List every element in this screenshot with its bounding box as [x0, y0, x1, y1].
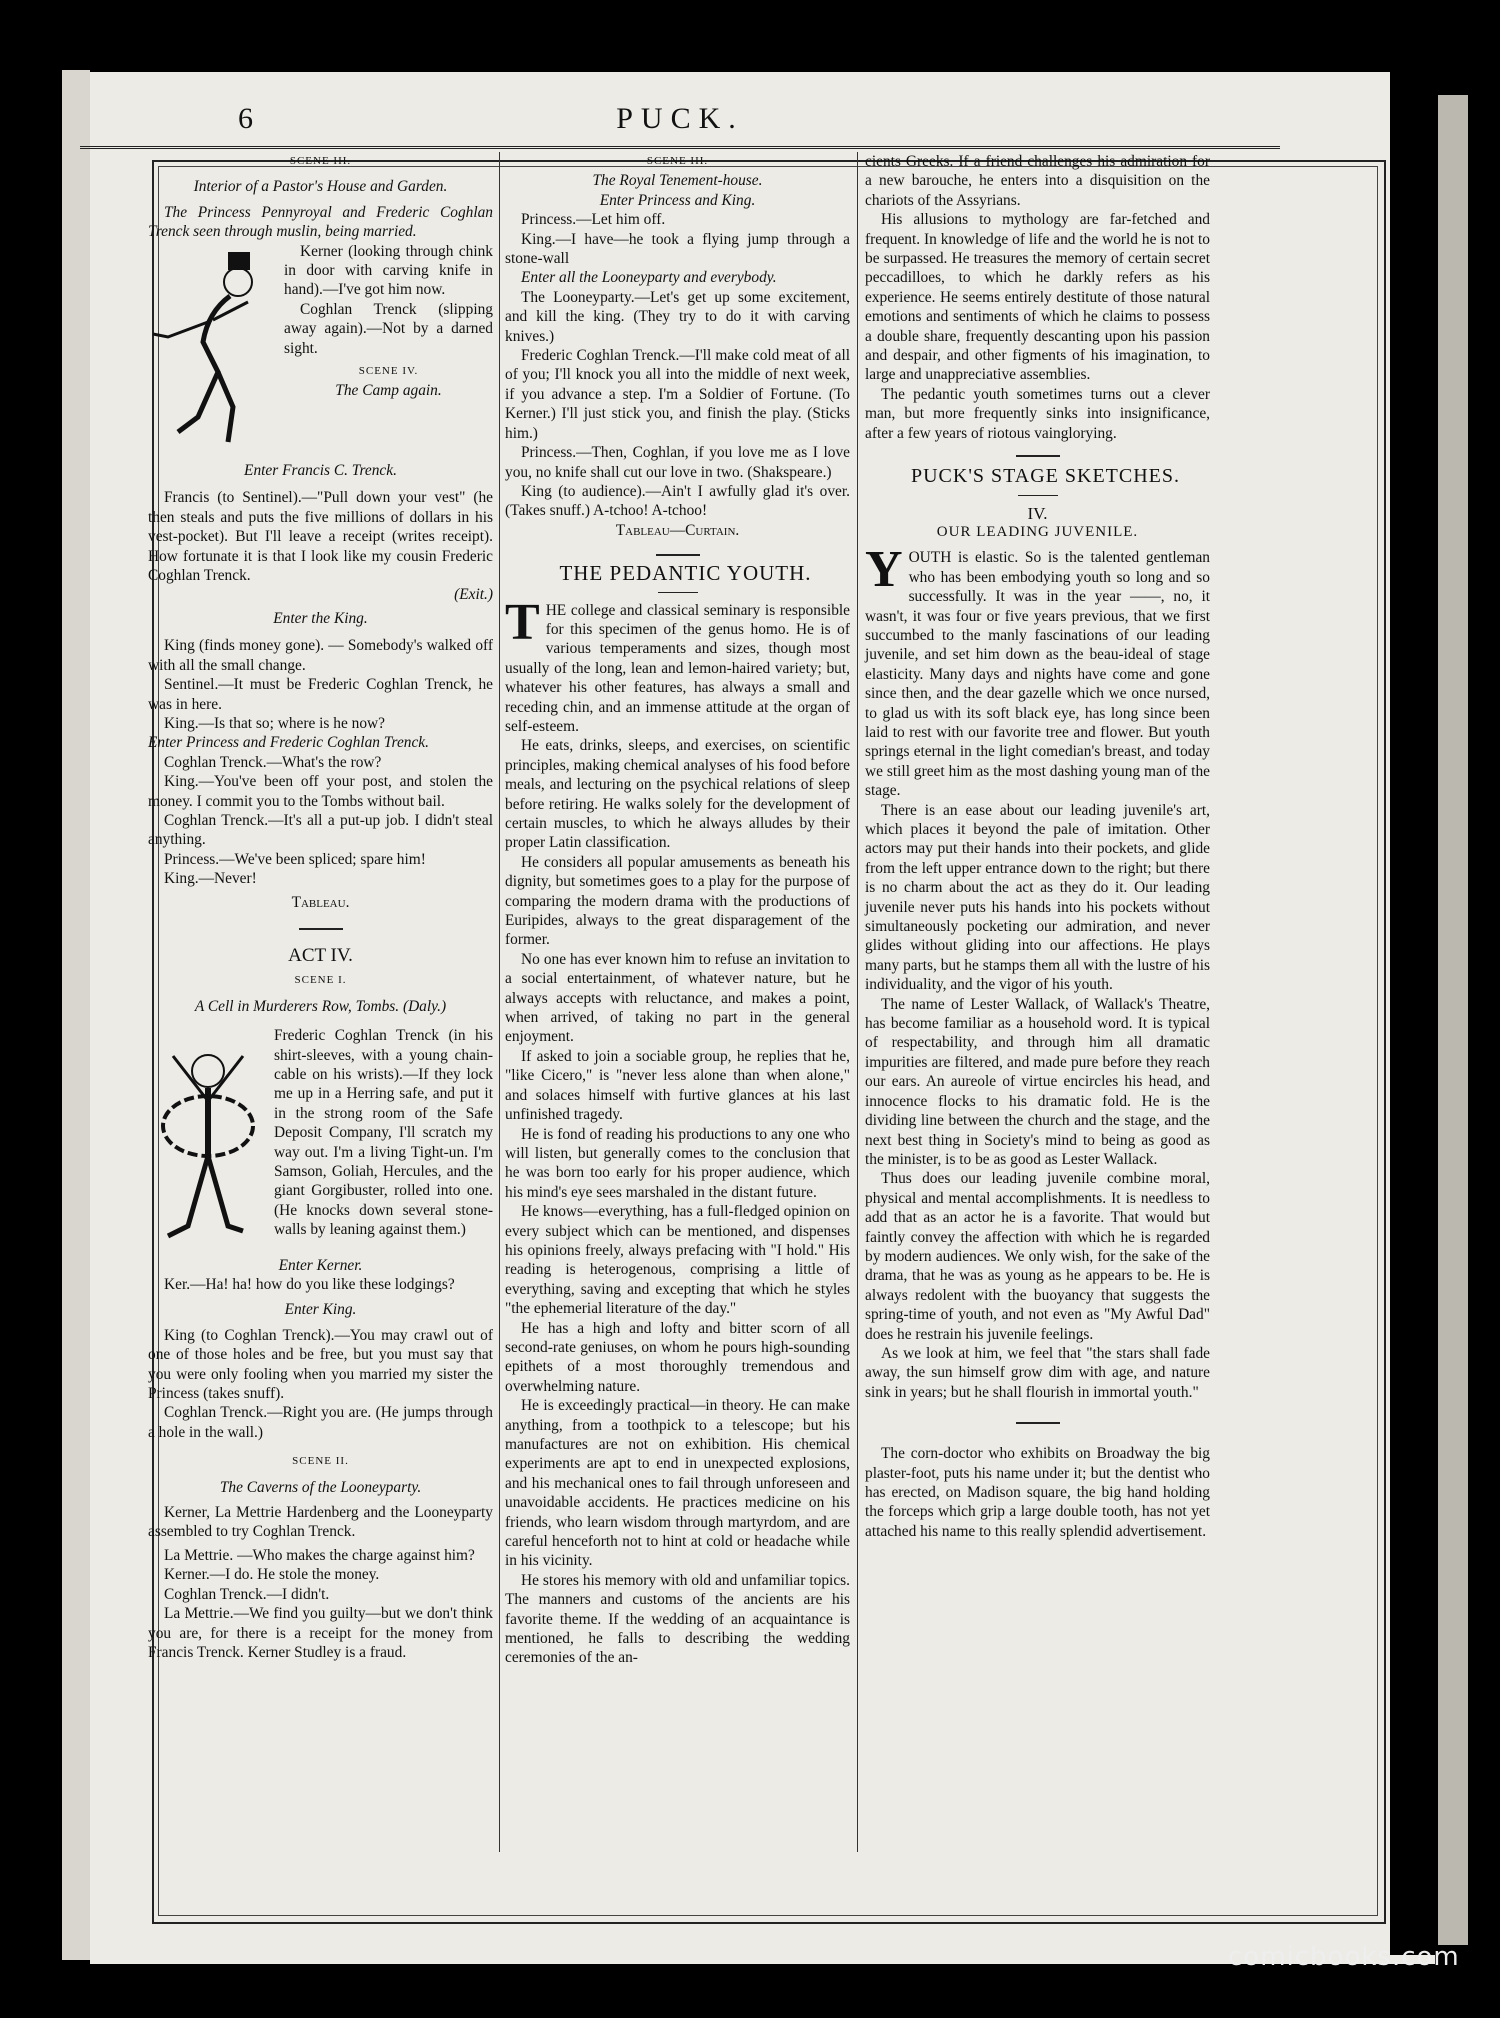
paragraph: No one has ever known him to refuse an invitation to a social entertainment, of whatever nature, but he always accepts with reluctance, and makes a point, when arrived, of taking no part in the general enjoyment. — [505, 950, 850, 1046]
stage-direction: Kerner, La Mettrie Hardenberg and the Looneyparty assembled to try Coghlan Trenck. — [148, 1504, 493, 1541]
column-rule-1 — [499, 152, 500, 1852]
dialogue: The Looneyparty.—Let's get up some excitement, and kill the king. (They try to do it with carving knives.) — [505, 288, 850, 345]
paragraph: cients Greeks. If a friend challenges his admiration for a new barouche, he enters into a disquisition on the chariots of the Assyrians. — [865, 153, 1210, 209]
dialogue: Frederic Coghlan Trenck (in his shirt-sleeves, with a young chain-cable on his wrists).—If they lock me up in a Herring safe, and put it in the strong room of the Safe Deposit Company, I'll scratch my way out. I'm a living Tight-un. I'm Samson, Goliah, Hercules, and the giant Gorgibuster, rolled into one. (He knocks down several stone-walls by leaning against them.) — [274, 1027, 493, 1239]
dialogue: La Mettrie. —Who makes the charge against him? — [164, 1546, 475, 1564]
dialogue: King (finds money gone). — Somebody's walked off with all the small change. — [148, 637, 493, 674]
column-rule-2 — [857, 152, 858, 1852]
scene-label: SCENE III. — [289, 155, 352, 167]
dialogue: Princess.—Let him off. — [521, 211, 666, 229]
stage-direction: Enter King. — [284, 1301, 357, 1319]
paragraph: HE college and classical seminary is responsible for this specimen of the genus homo. He is of various temperaments and sizes, though most usually of the long, lean and lemon-haired variety; but, whatever his other features, has always a small and receding chin, and an immense attitude at the organ of self-esteem. — [505, 601, 850, 735]
paragraph: He is exceedingly practical—in theory. He can make anything, from a toothpick to a telescope; but his manufactures are not on exhibition. His chemical experiments are apt to end in unexpected explosions, and his mechanical ones to fail through unforeseen and unavoidable accidents. He practices medicine on his friends, who learn wisdom through martyrdom, and are careful henceforth not to hint at cold or headache while in his vicinity. — [505, 1397, 850, 1570]
paragraph: The name of Lester Wallack, of Wallack's Theatre, has become familiar as a household word. It is typical of respectability, and through him all dramatic impurities are filtered, and made pure before they reach our ears. An aureole of virtue encircles his head, and innocence flocks to his dramatic fold. He is the dividing line between the church and the stage, and the next best thing in Society's mind to being as good as the minister, is to be as good as Lester Wallack. — [865, 995, 1210, 1168]
stage-direction: The Princess Pennyroyal and Frederic Coghlan Trenck seen through muslin, being married. — [148, 203, 493, 241]
article-heading: THE PEDANTIC YOUTH. — [559, 561, 812, 586]
page-header — [80, 102, 1280, 149]
stage-direction: Enter all the Looneyparty and everybody. — [521, 269, 777, 287]
dialogue: Coghlan Trenck.—What's the row? — [164, 753, 382, 771]
paragraph: There is an ease about our leading juvenile's art, which places it beyond the pale of imitation. Other actors may put their hands into their pockets, and glide from the left upper entrance down to the right; but there is no charm about the act as they do it. Our leading juvenile never puts his hands into his pockets without simultaneously pocketing our admiration, and never glides without gliding into our affections. He plays many parts, but he stamps them all with the lustre of his individuality, and the vigor of his youth. — [865, 801, 1210, 994]
watermark: comicbooks.com — [1228, 1942, 1460, 1972]
stage-direction: Enter Princess and King. — [599, 191, 756, 209]
drop-cap: Y — [865, 541, 903, 599]
paragraph: The pedantic youth sometimes turns out a clever man, but more frequently sinks into insignificance, after a few years of riotous vainglorying. — [865, 385, 1210, 442]
next-page-edge — [1438, 95, 1468, 1945]
scene-setting: Interior of a Pastor's House and Garden. — [193, 178, 448, 196]
dialogue: Coghlan Trenck.—Right you are. (He jumps through a hole in the wall.) — [148, 1404, 493, 1441]
dialogue: Coghlan Trenck (slipping away again).—Not by a darned sight. — [284, 300, 493, 357]
divider — [656, 554, 700, 556]
paragraph: The corn-doctor who exhibits on Broadway the big plaster-foot, puts his name under it; but the dentist who has erected, on Madison square, the big hand holding the forceps which grip a large double tooth, has not yet attached his name to this really splendid advertisement. — [865, 1445, 1210, 1540]
scene-label: SCENE II. — [292, 1455, 349, 1468]
section-numeral: IV. — [1027, 503, 1048, 523]
divider — [299, 928, 343, 930]
page-number: 6 — [238, 102, 253, 135]
dialogue: Sentinel.—It must be Frederic Coghlan Trenck, he was in here. — [148, 676, 493, 713]
section-subheading: OUR LEADING JUVENILE. — [936, 523, 1139, 540]
paragraph: Thus does our leading juvenile combine moral, physical and mental accomplishments. It is needless to add that as an actor he is a favorite. That would but faintly convey the affection with which he is regarded by modern audiences. We only wish, for the sake of the drama, that he was as young as he appears to be. He is always redolent with the buoyancy that suggests the spring-time of youth, and not even as "My Awful Dad" does he restrain his juvenile feelings. — [865, 1170, 1210, 1343]
dialogue: Princess.—Then, Coghlan, if you love me as I love you, no knife shall cut our love in two. (Shakspeare.) — [505, 444, 850, 481]
stage-direction: Enter Kerner. — [278, 1256, 363, 1274]
stage-direction: (Exit.) — [454, 586, 493, 604]
dialogue: Coghlan Trenck.—It's all a put-up job. I didn't steal anything. — [148, 811, 493, 849]
stage-direction: Enter the King. — [273, 609, 368, 627]
dialogue: King.—Is that so; where is he now? — [164, 714, 385, 732]
dialogue: King.—I have—he took a flying jump through a stone-wall — [505, 230, 850, 268]
magazine-title: PUCK. — [616, 102, 744, 135]
divider — [658, 592, 698, 593]
column-3 — [865, 152, 1210, 1541]
dialogue: King.—You've been off your post, and stolen the money. I commit you to the Tombs without bail. — [148, 773, 493, 810]
scene-setting: A Cell in Murderers Row, Tombs. (Daly.) — [194, 997, 447, 1015]
paragraph: He has a high and lofty and bitter scorn of all second-rate geniuses, on whom he pours high-sounding epithets of a most thoroughly tremendous and overwhelming nature. — [505, 1319, 850, 1395]
dialogue: King (to Coghlan Trenck).—You may crawl out of one of those holes and be free, but you must say that you were only fooling when you married my sister the Princess (takes snuff). — [148, 1326, 493, 1403]
kerner-illustration — [148, 242, 278, 457]
stage-direction: Enter Princess and Frederic Coghlan Trenck. — [148, 734, 429, 752]
divider — [1016, 455, 1060, 457]
trenck-illustration — [148, 1026, 268, 1251]
paragraph: He eats, drinks, sleeps, and exercises, on scientific principles, making chemical analyses of his food before meals, and lecturing on the psychical relations of sleep before retiring. He walks solely for the development of certain muscles, to which he always alludes by their proper Latin classification. — [505, 737, 850, 852]
stage-direction: Enter Francis C. Trenck. — [244, 462, 397, 480]
scene-label: SCENE IV. — [358, 365, 419, 378]
column-2 — [505, 152, 850, 1668]
paragraph: He stores his memory with old and unfamiliar topics. The manners and customs of the ancients are his favorite theme. If the wedding of an acquaintance is mentioned, he falls to describing the wedding ceremonies of the an- — [505, 1571, 850, 1667]
paragraph: If asked to join a sociable group, he replies that he, "like Cicero," is "never less alone than when alone," and solaces himself with furtive glances at his last unfinished tragedy. — [505, 1047, 850, 1124]
tableau: Tableau. — [291, 893, 350, 911]
page-left-edge — [62, 70, 90, 1960]
paragraph: He considers all popular amusements as beneath his dignity, but sometimes goes to a play for the purpose of comparing the modern drama with the productions of Euripides, always to the great disparagement of the former. — [505, 853, 850, 949]
paragraph: He is fond of reading his productions to any one who will listen, but generally comes to the conclusion that he was born too early for his proper audience, which his mind's eye sees marshaled in the distant future. — [505, 1125, 850, 1201]
dialogue: Francis (to Sentinel).—"Pull down your vest" (he then steals and puts the five millions of dollars in his vest-pocket). But I'll leave a receipt (writes receipt). How fortunate it is that I look like my cousin Frederic Coghlan Trenck. — [148, 489, 493, 585]
dialogue: Frederic Coghlan Trenck.—I'll make cold meat of all of you; I'll knock you all into the middle of next week, if you advance a step. I'm a Soldier of Fortune. (To Kerner.) I'll just stick you, and finish the play. (Sticks him.) — [505, 347, 850, 442]
scene-setting: The Royal Tenement-house. — [592, 172, 763, 190]
scene-label: SCENE III. — [646, 155, 709, 167]
paragraph: As we look at him, we feel that "the stars shall fade away, the sun himself grow dim with age, and nature sink in years; but he shall flourish in immortal youth." — [865, 1344, 1210, 1401]
paragraph: His allusions to mythology are far-fetched and frequent. In knowledge of life and the world he is not to be surpassed. He treasures the memory of certain secret peccadilloes, to which he darkly refers as his experience. He seems entirely destitute of those natural emotions and sentiments of which he claims to possess a double share, frequently descanting upon his passion and despair, and other figments of his imagination, to large and unappreciative assemblies. — [865, 211, 1210, 384]
dialogue: King (to audience).—Ain't I awfully glad it's over. (Takes snuff.) A-tchoo! A-tchoo! — [505, 482, 850, 520]
paragraph: He knows—everything, has a full-fledged opinion on every subject which can be mentioned, and dispenses his opinions freely, always prefacing with "I hold." His reading is heterogenous, comprising a little of everything, saving and excepting that which he styles "the ephemerial literature of the day." — [505, 1203, 850, 1318]
dialogue: Princess.—We've been spliced; spare him! — [164, 850, 426, 868]
section-heading: PUCK'S STAGE SKETCHES. — [910, 465, 1181, 488]
act-heading: ACT IV. — [288, 944, 353, 966]
dialogue: Kerner.—I do. He stole the money. — [164, 1566, 380, 1584]
curtain: Tableau—Curtain. — [615, 521, 740, 539]
paragraph: OUTH is elastic. So is the talented gentleman who has been embodying youth so long and so successfully. It was in the year ——, no, it wasn't, it was four or five years previous, that we first succumbed to the manly fascinations of our leading juvenile, and set him down as the beau-ideal of stage elasticity. Many days and nights have come and gone since then, and the dear gazelle which we once nursed, to glad us with its soft black eye, has long since been laid to rest with our favorite tree and flower. But youth springs eternal in the light comedian's breast, and today we still greet him as the most dashing young man of the stage. — [865, 549, 1210, 800]
dialogue: Coghlan Trenck.—I didn't. — [164, 1585, 330, 1603]
scene-setting: The Camp again. — [335, 382, 442, 400]
dialogue: Kerner (looking through chink in door with carving knife in hand).—I've got him now. — [284, 242, 493, 299]
dialogue: La Mettrie.—We find you guilty—but we don't think you are, for there is a receipt for the money from Francis Trenck. Kerner Studley is a fraud. — [148, 1605, 493, 1661]
scene-label: SCENE I. — [294, 974, 347, 987]
divider — [1018, 495, 1058, 496]
drop-cap: T — [505, 593, 540, 651]
divider — [1016, 1422, 1060, 1424]
column-1 — [148, 152, 493, 1662]
scene-setting: The Caverns of the Looneyparty. — [219, 1478, 422, 1496]
dialogue: Ker.—Ha! ha! how do you like these lodgings? — [164, 1276, 455, 1293]
dialogue: King.—Never! — [164, 870, 257, 888]
